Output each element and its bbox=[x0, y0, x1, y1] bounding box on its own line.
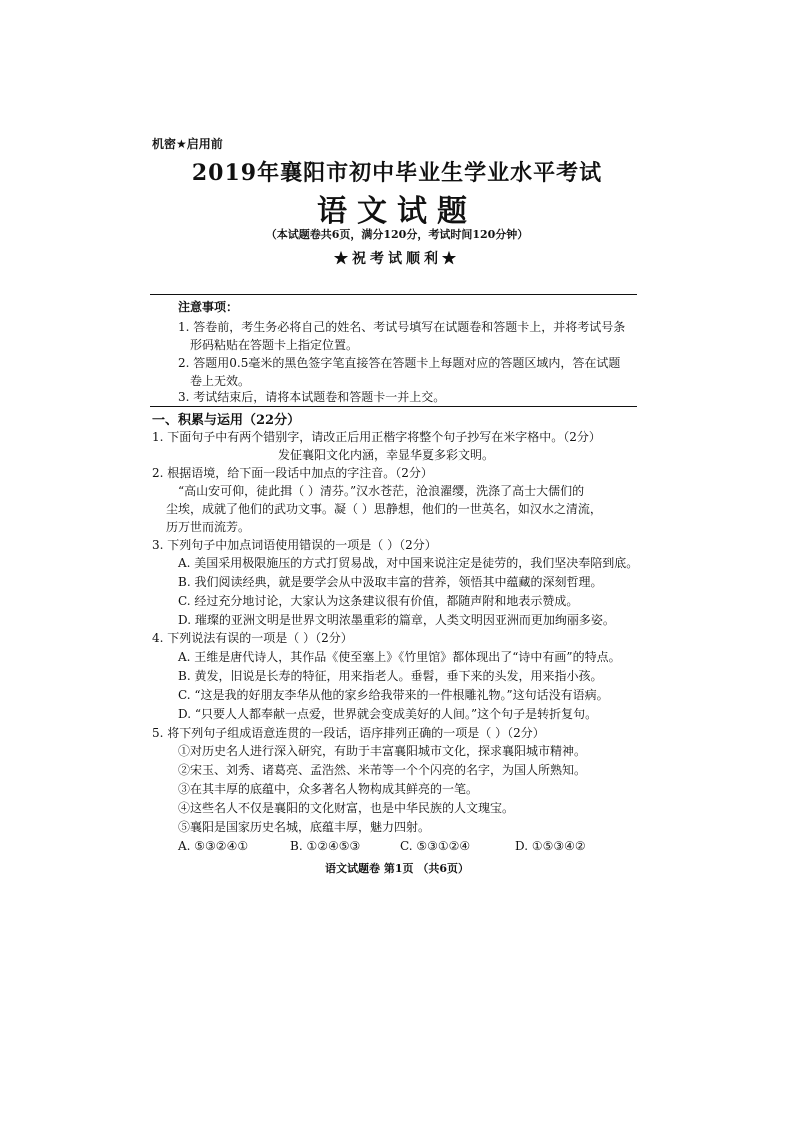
question-2-line-2: 尘埃，成就了他们的武功文事。凝（ ）思静想，他们的一世英名，如汉水之清流， bbox=[166, 502, 602, 516]
question-5-stem: 5. 将下列句子组成语意连贯的一段话，语序排列正确的一项是（ ）（2分） bbox=[152, 726, 545, 740]
question-5-item-5: ⑤襄阳是国家历史名城，底蕴丰厚，魅力四射。 bbox=[178, 820, 431, 834]
notes-bottom-rule bbox=[150, 406, 637, 407]
secret-mark: 机密★启用前 bbox=[152, 137, 223, 151]
question-2-line-1: “高山安可仰，徒此揖（ ）清芬。”汉水苍茫，沧浪濯缨，洗涤了高士大儒们的 bbox=[178, 484, 585, 498]
question-5-choice-d: D. ①⑤③④② bbox=[515, 839, 586, 853]
question-4-option-d: D. “只要人人都奉献一点爱，世界就会变成美好的人间。”这个句子是转折复句。 bbox=[178, 707, 598, 721]
question-3-option-d: D. 璀璨的亚洲文明是世界文明浓墨重彩的篇章，人类文明因亚洲而更加绚丽多姿。 bbox=[178, 613, 615, 627]
question-5-item-3: ③在其丰厚的底蕴中，众多著名人物构成其鲜亮的一笔。 bbox=[178, 782, 479, 796]
notes-top-rule bbox=[150, 294, 637, 295]
notes-item-1: 1. 答卷前，考生务必将自己的姓名、考试号填写在试题卷和答题卡上，并将考试号条 bbox=[178, 320, 626, 334]
question-2-stem: 2. 根据语境，给下面一段话中加点的字注音。（2分） bbox=[152, 466, 433, 480]
question-1-stem: 1. 下面句子中有两个错别字，请改正后用正楷字将整个句子抄写在米字格中。（2分） bbox=[152, 430, 601, 444]
question-4-option-b: B. 黄发，旧说是长寿的特征，用来指老人。垂髫，垂下来的头发，用来指小孩。 bbox=[178, 669, 603, 683]
section-1-title: 一、积累与运用（22分） bbox=[152, 413, 301, 428]
notes-title: 注意事项： bbox=[178, 300, 239, 314]
question-4-option-c: C. “这是我的好朋友李华从他的家乡给我带来的一件根雕礼物。”这句话没有语病。 bbox=[178, 688, 609, 702]
question-1-sentence: 发佂襄阳文化内涵，幸显华夏多彩文明。 bbox=[278, 448, 495, 462]
question-3-option-a: A. 美国采用极限施压的方式打贸易战，对中国来说注定是徒劳的，我们坚决奉陪到底。 bbox=[178, 556, 639, 570]
good-luck-banner: ★祝考试顺利★ bbox=[334, 251, 460, 267]
question-5-choice-a: A. ⑤③②④① bbox=[178, 839, 249, 853]
page-footer: 语文试题卷 第1页 （共6页） bbox=[325, 862, 469, 875]
notes-item-1-cont: 形码粘贴在答题卡上指定位置。 bbox=[190, 338, 359, 352]
question-5-item-4: ④这些名人不仅是襄阳的文化财富，也是中华民族的人文瑰宝。 bbox=[178, 801, 515, 815]
question-5-item-2: ②宋玉、刘秀、诸葛亮、孟浩然、米芾等一个个闪亮的名字，为国人所熟知。 bbox=[178, 763, 587, 777]
question-5-choice-c: C. ⑤③①②④ bbox=[400, 839, 471, 853]
question-2-line-3: 历万世而流芳。 bbox=[166, 520, 251, 534]
question-3-stem: 3. 下列句子中加点词语使用错误的一项是（ ）（2分） bbox=[152, 538, 437, 552]
question-5-item-1: ①对历史名人进行深入研究，有助于丰富襄阳城市文化，探求襄阳城市精神。 bbox=[178, 744, 587, 758]
question-3-option-b: B. 我们阅读经典，就是要学会从中汲取丰富的营养，领悟其中蕴藏的深刻哲理。 bbox=[178, 575, 603, 589]
notes-item-3: 3. 考试结束后，请将本试题卷和答题卡一并上交。 bbox=[178, 390, 446, 404]
notes-item-2-cont: 卷上无效。 bbox=[190, 374, 251, 388]
question-3-option-c: C. 经过充分地讨论，大家认为这条建议很有价值，都随声附和地表示赞成。 bbox=[178, 594, 579, 608]
exam-info: （本试题卷共6页，满分120分，考试时间120分钟） bbox=[265, 228, 529, 241]
subject-title: 语文试题 bbox=[317, 194, 477, 229]
notes-item-2: 2. 答题用0.5毫米的黑色签字笔直接答在答题卡上每题对应的答题区域内，答在试题 bbox=[178, 356, 621, 370]
question-5-choice-b: B. ①②④⑤③ bbox=[290, 839, 361, 853]
question-4-option-a: A. 王维是唐代诗人，其作品《使至塞上》《竹里馆》都体现出了“诗中有画”的特点。 bbox=[178, 650, 621, 664]
question-4-stem: 4. 下列说法有误的一项是（ ）（2分） bbox=[152, 631, 353, 645]
exam-title: 2019年襄阳市初中毕业生学业水平考试 bbox=[191, 160, 603, 186]
